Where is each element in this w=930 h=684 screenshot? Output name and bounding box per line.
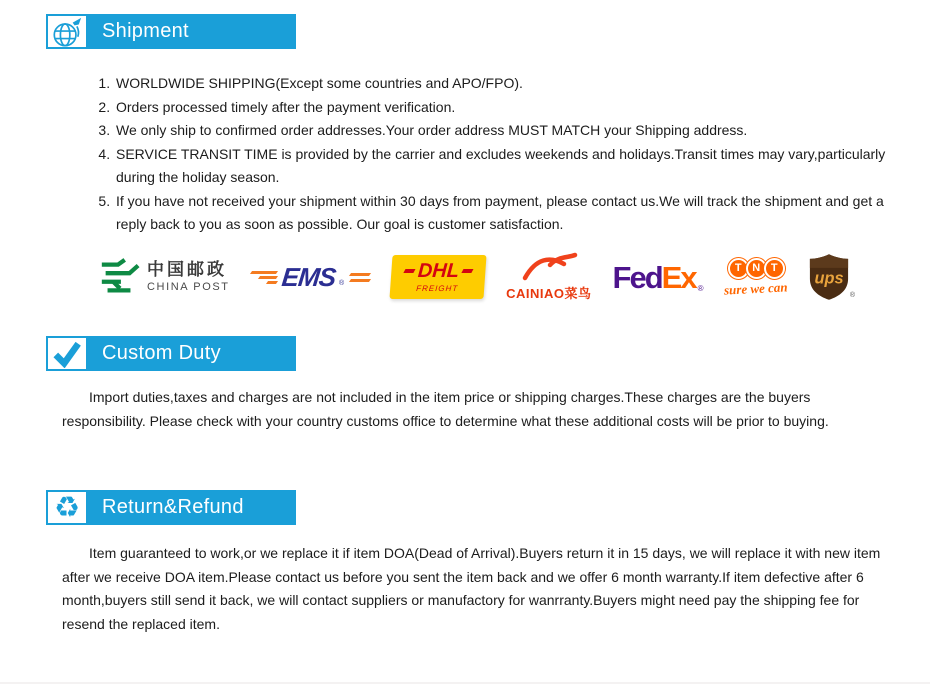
carrier-logos-row (98, 246, 856, 308)
dhl-dash-icon (461, 269, 473, 273)
ups-logo (809, 253, 856, 301)
china-post-emblem-icon (98, 257, 140, 297)
ups-shield-icon (809, 253, 849, 301)
china-post-text (147, 261, 230, 294)
china-post-en-label: CHINA POST (147, 281, 230, 294)
globe-plane-icon (51, 16, 83, 48)
recycle-icon: ♻ (54, 490, 80, 524)
tnt-letter-circle: T (728, 258, 749, 279)
checkmark-icon (52, 340, 82, 368)
shipping-policy-list (80, 72, 886, 237)
ups-label: ups (814, 269, 844, 288)
tnt-letter-circle: T (764, 258, 785, 279)
return-refund-section-header (46, 490, 296, 525)
cainiao-label: CAINIAO菜鸟 (506, 286, 592, 301)
section-title-return-refund: Return&Refund (102, 496, 244, 518)
dhl-label: DHL (417, 260, 460, 282)
fedex-ex-label: Ex (661, 259, 696, 295)
dhl-wordmark (401, 261, 476, 281)
cainiao-bird-icon (520, 252, 578, 282)
tnt-letter-circle: N (746, 258, 767, 279)
section-title-shipment: Shipment (102, 20, 189, 42)
return-refund-icon-box (48, 492, 86, 523)
dhl-dash-icon (404, 269, 416, 273)
shipment-icon-box (48, 16, 86, 47)
fedex-reg-mark: ® (697, 283, 704, 293)
shipping-policy-item: 2. Orders processed timely after the payment verification. (114, 96, 886, 120)
custom-duty-text: Import duties,taxes and charges are not included in the item price or shipping charges.These charges are the buyers responsibility. Please check with your country customs office to determine what these additional costs will be prior to buying. (62, 389, 829, 429)
custom-duty-icon-box (48, 338, 86, 369)
custom-duty-section-header (46, 336, 296, 371)
dhl-freight-label: FREIGHT (415, 284, 459, 293)
china-post-logo (98, 257, 230, 297)
fedex-logo (612, 259, 704, 295)
ems-trailing-lines-icon (350, 273, 370, 282)
tnt-circles-icon (728, 258, 785, 279)
ems-label: EMS (280, 262, 337, 292)
return-refund-text: Item guaranteed to work,or we replace it if item DOA(Dead of Arrival).Buyers return it in 15 days, we will replace it with new item after we receive DOA item.Please contact us before you sent the item back and we offer 6 month warranty.If item defective after 6 month,buyers still send it back, we will contact suppliers or manufactory for wanrranty.Buyers might need pay the shipping fee for resend the replaced item. (62, 545, 881, 632)
shipment-section-header (46, 14, 296, 49)
cainiao-logo (506, 252, 591, 302)
shipping-policy-item: 5. If you have not received your shipment within 30 days from payment, please contact us.We will track the shipment and get a reply back to you as soon as possible. Our goal is customer satisfaction. (114, 190, 886, 237)
shipping-policy-item: 4. SERVICE TRANSIT TIME is provided by the carrier and excludes weekends and holidays.Transit times may vary,particularly during the holiday season. (114, 143, 886, 190)
china-post-cn-label: 中国邮政 (147, 259, 227, 279)
ems-speedlines-icon (251, 271, 277, 284)
ems-reg-mark: ® (338, 280, 345, 287)
tnt-logo (724, 258, 788, 297)
ups-reg-mark: ® (849, 292, 856, 299)
shipping-policy-item: 1. WORLDWIDE SHIPPING(Except some countries and APO/FPO). (114, 72, 886, 96)
ems-logo (251, 264, 371, 290)
fedex-fed-label: Fed (612, 259, 662, 295)
dhl-logo (390, 255, 487, 299)
tnt-tagline: sure we can (724, 278, 789, 298)
section-title-custom-duty: Custom Duty (102, 342, 221, 364)
shipping-policy-item: 3. We only ship to confirmed order addresses.Your order address MUST MATCH your Shipping address. (114, 119, 886, 143)
